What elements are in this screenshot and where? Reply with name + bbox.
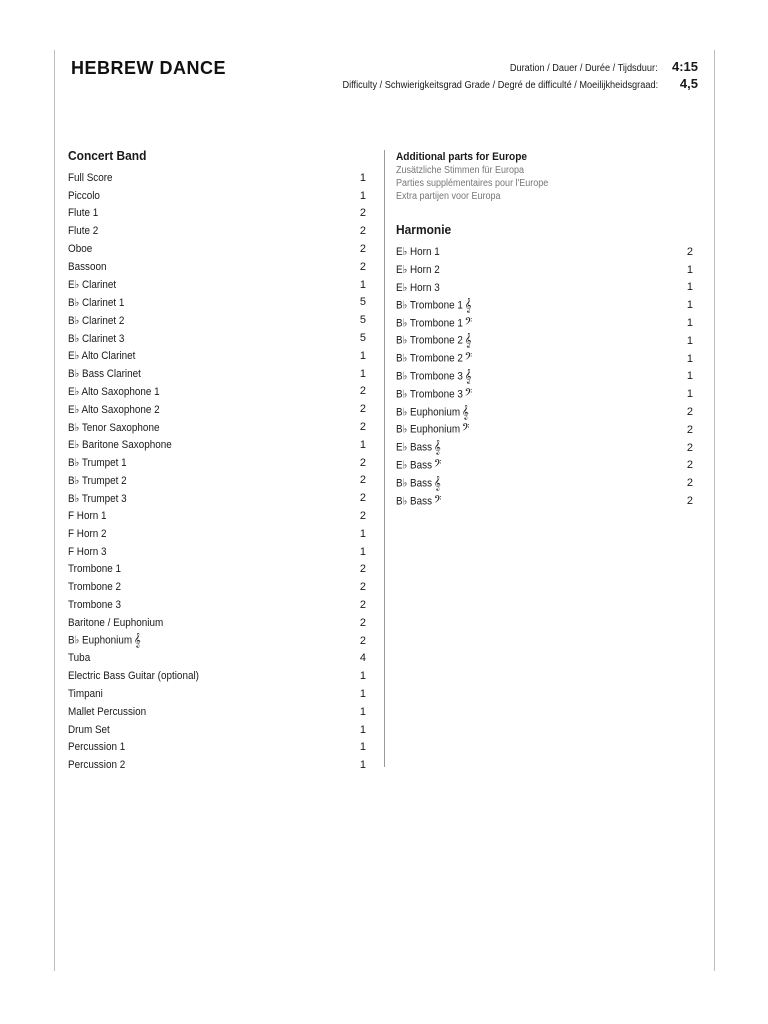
part-row	[68, 632, 366, 650]
part-name	[68, 474, 127, 487]
treble-clef-icon: 𝄞	[133, 633, 141, 649]
part-quantity: 4	[359, 652, 366, 665]
part-name	[68, 367, 141, 380]
duration-row	[315, 59, 698, 76]
part-row	[68, 258, 366, 276]
part-name-text: B♭ Trombone 2	[396, 334, 463, 347]
bass-clef-icon: 𝄢	[433, 457, 442, 473]
part-name	[396, 440, 441, 455]
part-row	[68, 614, 366, 632]
part-name-text: F Horn 3	[68, 545, 107, 558]
part-name-text: E♭ Horn 2	[396, 264, 440, 277]
part-row	[396, 314, 693, 332]
part-name-text: B♭ Trombone 2	[396, 352, 463, 365]
part-quantity: 2	[359, 616, 366, 629]
part-name-text: Percussion 2	[68, 759, 126, 772]
part-name-text: Flute 2	[68, 225, 99, 238]
part-row	[68, 222, 366, 240]
part-name	[68, 243, 92, 255]
bass-clef-icon: 𝄢	[464, 386, 473, 402]
part-name-text: Trombone 3	[68, 599, 122, 612]
part-name-text: B♭ Bass	[396, 477, 433, 490]
part-row	[68, 436, 366, 454]
part-name-text: B♭ Trumpet 2	[68, 474, 127, 487]
part-quantity: 1	[359, 527, 366, 540]
part-name	[68, 403, 160, 416]
part-name	[68, 688, 103, 700]
part-row	[396, 332, 693, 350]
part-name-text: Bassoon	[68, 260, 107, 273]
part-quantity: 1	[359, 741, 366, 754]
part-row	[68, 667, 366, 685]
part-name	[68, 438, 172, 451]
part-row	[68, 347, 366, 365]
part-row	[68, 311, 366, 329]
part-name	[68, 456, 127, 469]
europe-column	[396, 150, 693, 510]
part-name	[396, 298, 472, 313]
part-name-text: B♭ Clarinet 3	[68, 332, 125, 345]
part-name-text: Electric Bass Guitar (optional)	[68, 670, 199, 683]
difficulty-value: 4,5	[679, 76, 698, 91]
part-quantity: 2	[359, 403, 366, 416]
part-quantity: 1	[686, 334, 693, 347]
part-name-text: Trombone 2	[68, 581, 122, 594]
part-name	[68, 670, 199, 682]
part-quantity: 2	[359, 474, 366, 487]
part-name	[68, 172, 113, 184]
part-row	[396, 385, 693, 403]
part-row	[68, 329, 366, 347]
harmonie-parts-list	[396, 243, 693, 510]
part-name	[68, 724, 110, 736]
part-name	[396, 245, 440, 258]
treble-clef-icon: 𝄞	[464, 297, 472, 313]
part-name	[396, 369, 472, 384]
page-right-rule	[714, 50, 715, 971]
part-quantity: 1	[359, 723, 366, 736]
part-quantity: 1	[686, 370, 693, 383]
part-row	[396, 421, 693, 439]
part-quantity: 2	[686, 477, 693, 490]
part-name	[396, 316, 472, 331]
part-quantity: 1	[359, 670, 366, 683]
part-row	[68, 472, 366, 490]
part-quantity: 2	[359, 456, 366, 469]
part-name-text: Flute 1	[68, 207, 99, 220]
part-name-text: Tuba	[68, 652, 91, 665]
concert-band-parts-list	[68, 169, 366, 774]
difficulty-row	[315, 76, 698, 93]
part-row	[396, 439, 693, 457]
part-quantity: 2	[359, 385, 366, 398]
part-name	[68, 421, 159, 434]
part-row	[68, 454, 366, 472]
part-name-text: Trombone 1	[68, 563, 122, 576]
part-name-text: B♭ Clarinet 1	[68, 296, 125, 309]
part-name-text: E♭ Alto Clarinet	[68, 350, 136, 363]
part-name-text: Piccolo	[68, 189, 100, 202]
part-name	[396, 422, 469, 437]
treble-clef-icon: 𝄞	[433, 440, 441, 456]
part-row	[68, 596, 366, 614]
part-row	[68, 561, 366, 579]
part-name	[68, 528, 107, 540]
part-name	[68, 563, 121, 575]
additional-parts-french: Parties supplémentaires pour l'Europe	[396, 178, 549, 189]
part-name	[68, 546, 107, 558]
part-name	[68, 332, 124, 345]
part-quantity: 1	[686, 352, 693, 365]
part-quantity: 1	[359, 438, 366, 451]
part-name	[68, 706, 146, 718]
part-quantity: 1	[686, 263, 693, 276]
part-name-text: E♭ Alto Saxophone 1	[68, 385, 160, 398]
part-name	[68, 385, 160, 398]
column-divider	[384, 150, 385, 767]
part-quantity: 1	[686, 388, 693, 401]
part-name	[68, 652, 90, 664]
part-name-text: F Horn 1	[68, 510, 107, 523]
part-row	[68, 650, 366, 668]
part-row	[68, 739, 366, 757]
part-name	[68, 492, 127, 505]
part-name-text: Baritone / Euphonium	[68, 616, 164, 629]
part-name	[68, 617, 163, 629]
duration-label: Duration / Dauer / Durée / Tijdsduur:	[510, 63, 658, 74]
part-quantity: 2	[359, 510, 366, 523]
part-row	[68, 721, 366, 739]
page-title: HEBREW DANCE	[71, 58, 227, 78]
part-quantity: 1	[359, 705, 366, 718]
part-row	[68, 578, 366, 596]
part-quantity: 2	[686, 423, 693, 436]
additional-parts-german: Zusätzliche Stimmen für Europa	[396, 165, 525, 176]
part-name-text: Full Score	[68, 171, 113, 184]
part-name-text: B♭ Trumpet 3	[68, 492, 127, 505]
part-name	[68, 633, 141, 648]
part-name	[68, 190, 100, 202]
part-row	[68, 294, 366, 312]
part-row	[68, 756, 366, 774]
concert-band-heading: Concert Band	[68, 148, 147, 163]
part-name	[68, 581, 121, 593]
part-name	[396, 405, 469, 420]
bass-clef-icon: 𝄢	[464, 315, 473, 331]
part-name-text: B♭ Bass	[396, 494, 433, 507]
part-name-text: B♭ Tenor Saxophone	[68, 421, 160, 434]
part-name	[68, 314, 124, 327]
part-row	[68, 205, 366, 223]
harmonie-heading: Harmonie	[396, 222, 452, 237]
part-row	[68, 507, 366, 525]
part-name-text: Drum Set	[68, 723, 110, 736]
part-quantity: 2	[359, 563, 366, 576]
part-name-text: E♭ Horn 3	[396, 281, 440, 294]
part-quantity: 2	[359, 581, 366, 594]
part-quantity: 1	[359, 367, 366, 380]
part-name-text: B♭ Euphonium	[396, 423, 461, 436]
part-quantity: 2	[359, 243, 366, 256]
part-name	[68, 599, 121, 611]
part-name-text: E♭ Baritone Saxophone	[68, 439, 172, 452]
part-name	[396, 494, 441, 509]
part-row	[68, 365, 366, 383]
part-row	[396, 492, 693, 510]
part-quantity: 2	[686, 441, 693, 454]
part-quantity: 2	[686, 495, 693, 508]
part-row	[68, 240, 366, 258]
part-row	[68, 169, 366, 187]
part-name-text: Timpani	[68, 688, 103, 700]
duration-value: 4:15	[671, 59, 698, 74]
part-row	[68, 383, 366, 401]
part-row	[396, 457, 693, 475]
piece-meta	[315, 59, 698, 93]
part-name	[68, 759, 125, 771]
part-row	[396, 261, 693, 279]
part-name	[68, 278, 116, 291]
part-quantity: 1	[359, 545, 366, 558]
part-name-text: B♭ Trombone 3	[396, 370, 463, 383]
part-name	[68, 741, 125, 753]
part-quantity: 5	[359, 296, 366, 309]
part-quantity: 1	[359, 278, 366, 291]
part-name	[68, 261, 107, 273]
bass-clef-icon: 𝄢	[464, 351, 473, 367]
part-name	[396, 333, 472, 348]
treble-clef-icon: 𝄞	[433, 475, 441, 491]
part-name-text: F Horn 2	[68, 527, 107, 540]
part-name	[396, 351, 472, 366]
part-name	[396, 458, 441, 473]
part-name	[396, 263, 440, 276]
part-quantity: 1	[686, 281, 693, 294]
part-quantity: 1	[359, 759, 366, 772]
bass-clef-icon: 𝄢	[433, 493, 442, 509]
part-name	[68, 349, 135, 362]
part-quantity: 1	[686, 317, 693, 330]
part-row	[396, 350, 693, 368]
additional-parts-dutch: Extra partijen voor Europa	[396, 191, 501, 202]
part-name	[68, 510, 107, 522]
part-quantity: 1	[359, 189, 366, 202]
part-quantity: 1	[359, 171, 366, 184]
part-name	[396, 281, 440, 294]
additional-parts-heading: Additional parts for Europe	[396, 151, 528, 163]
part-quantity: 1	[359, 349, 366, 362]
part-row	[396, 279, 693, 297]
part-name-text: E♭ Clarinet	[68, 279, 117, 292]
part-name	[68, 225, 98, 237]
part-row	[396, 474, 693, 492]
part-name-text: B♭ Trombone 1	[396, 299, 463, 312]
difficulty-label: Difficulty / Schwierigkeitsgrad Grade / Degré de difficulté / Moeilijkheidsgraad:	[342, 80, 658, 91]
part-quantity: 2	[359, 599, 366, 612]
part-name-text: B♭ Euphonium	[396, 405, 461, 418]
part-row	[396, 243, 693, 261]
part-name-text: E♭ Alto Saxophone 2	[68, 403, 160, 416]
part-row	[68, 543, 366, 561]
part-quantity: 1	[686, 299, 693, 312]
part-name-text: E♭ Bass	[396, 459, 433, 472]
part-name	[68, 296, 124, 309]
part-row	[68, 418, 366, 436]
page-left-rule	[54, 50, 55, 971]
part-name	[68, 207, 98, 219]
part-quantity: 2	[359, 225, 366, 238]
concert-band-column	[68, 147, 366, 774]
part-name-text: B♭ Clarinet 2	[68, 314, 125, 327]
part-name-text: Percussion 1	[68, 741, 126, 754]
part-name-text: B♭ Trumpet 1	[68, 457, 127, 470]
part-name-text: B♭ Euphonium	[68, 634, 133, 647]
part-quantity: 2	[686, 245, 693, 258]
part-name-text: B♭ Bass Clarinet	[68, 368, 141, 381]
part-quantity: 2	[359, 421, 366, 434]
part-row	[68, 703, 366, 721]
part-name-text: B♭ Trombone 3	[396, 388, 463, 401]
treble-clef-icon: 𝄞	[461, 404, 469, 420]
part-row	[68, 276, 366, 294]
part-name-text: Oboe	[68, 243, 93, 256]
part-name-text: E♭ Horn 1	[396, 246, 440, 259]
part-name-text: Mallet Percussion	[68, 705, 147, 718]
part-row	[68, 525, 366, 543]
treble-clef-icon: 𝄞	[464, 368, 472, 384]
part-row	[396, 368, 693, 386]
part-row	[68, 400, 366, 418]
part-quantity: 2	[359, 492, 366, 505]
part-name-text: B♭ Trombone 1	[396, 316, 463, 329]
part-row	[68, 489, 366, 507]
part-quantity: 1	[359, 688, 366, 700]
part-quantity: 2	[686, 406, 693, 419]
part-quantity: 5	[359, 314, 366, 327]
part-row	[396, 296, 693, 314]
part-name-text: E♭ Bass	[396, 441, 433, 454]
part-name	[396, 476, 441, 491]
part-row	[68, 685, 366, 703]
treble-clef-icon: 𝄞	[464, 333, 472, 349]
part-quantity: 2	[359, 260, 366, 273]
part-name	[396, 387, 472, 402]
bass-clef-icon: 𝄢	[461, 422, 470, 438]
part-row	[396, 403, 693, 421]
part-row	[68, 187, 366, 205]
part-quantity: 5	[359, 332, 366, 345]
part-quantity: 2	[686, 459, 693, 472]
part-quantity: 2	[359, 634, 366, 647]
part-quantity: 2	[359, 207, 366, 220]
